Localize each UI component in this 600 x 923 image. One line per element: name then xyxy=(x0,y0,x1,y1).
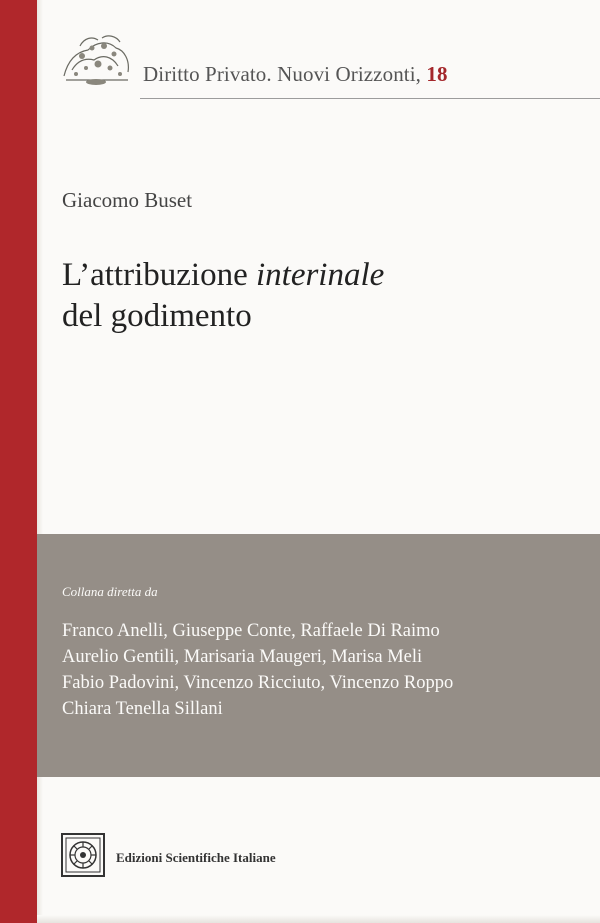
spine-shadow xyxy=(37,0,43,923)
publisher-logo-icon xyxy=(60,832,106,878)
bottom-edge xyxy=(37,915,600,923)
editors-line: Aurelio Gentili, Marisaria Maugeri, Marisa Meli xyxy=(62,647,423,667)
title-part-2: del godimento xyxy=(62,298,252,334)
editors-line: Franco Anelli, Giuseppe Conte, Raffaele Di Raimo xyxy=(62,621,440,641)
editors-line: Fabio Padovini, Vincenzo Ricciuto, Vincenzo Roppo xyxy=(62,673,454,693)
red-spine xyxy=(0,0,37,923)
series-number: 18 xyxy=(426,62,448,86)
series-title xyxy=(143,62,448,87)
collana-label: Collana diretta da xyxy=(62,584,158,599)
series-name: Diritto Privato. Nuovi Orizzonti, xyxy=(143,62,427,86)
editors-line: Chiara Tenella Sillani xyxy=(62,699,223,719)
book-title xyxy=(62,255,384,337)
editors-list xyxy=(62,618,453,722)
publisher-name: Edizioni Scientifiche Italiane xyxy=(116,850,276,865)
header-rule xyxy=(140,98,600,99)
title-italic-word: interinale xyxy=(255,257,385,293)
author-name: Giacomo Buset xyxy=(62,188,193,212)
series-emblem-icon xyxy=(58,30,134,90)
title-part-1: L’attribuzione xyxy=(62,257,256,293)
collana-band xyxy=(37,534,600,777)
